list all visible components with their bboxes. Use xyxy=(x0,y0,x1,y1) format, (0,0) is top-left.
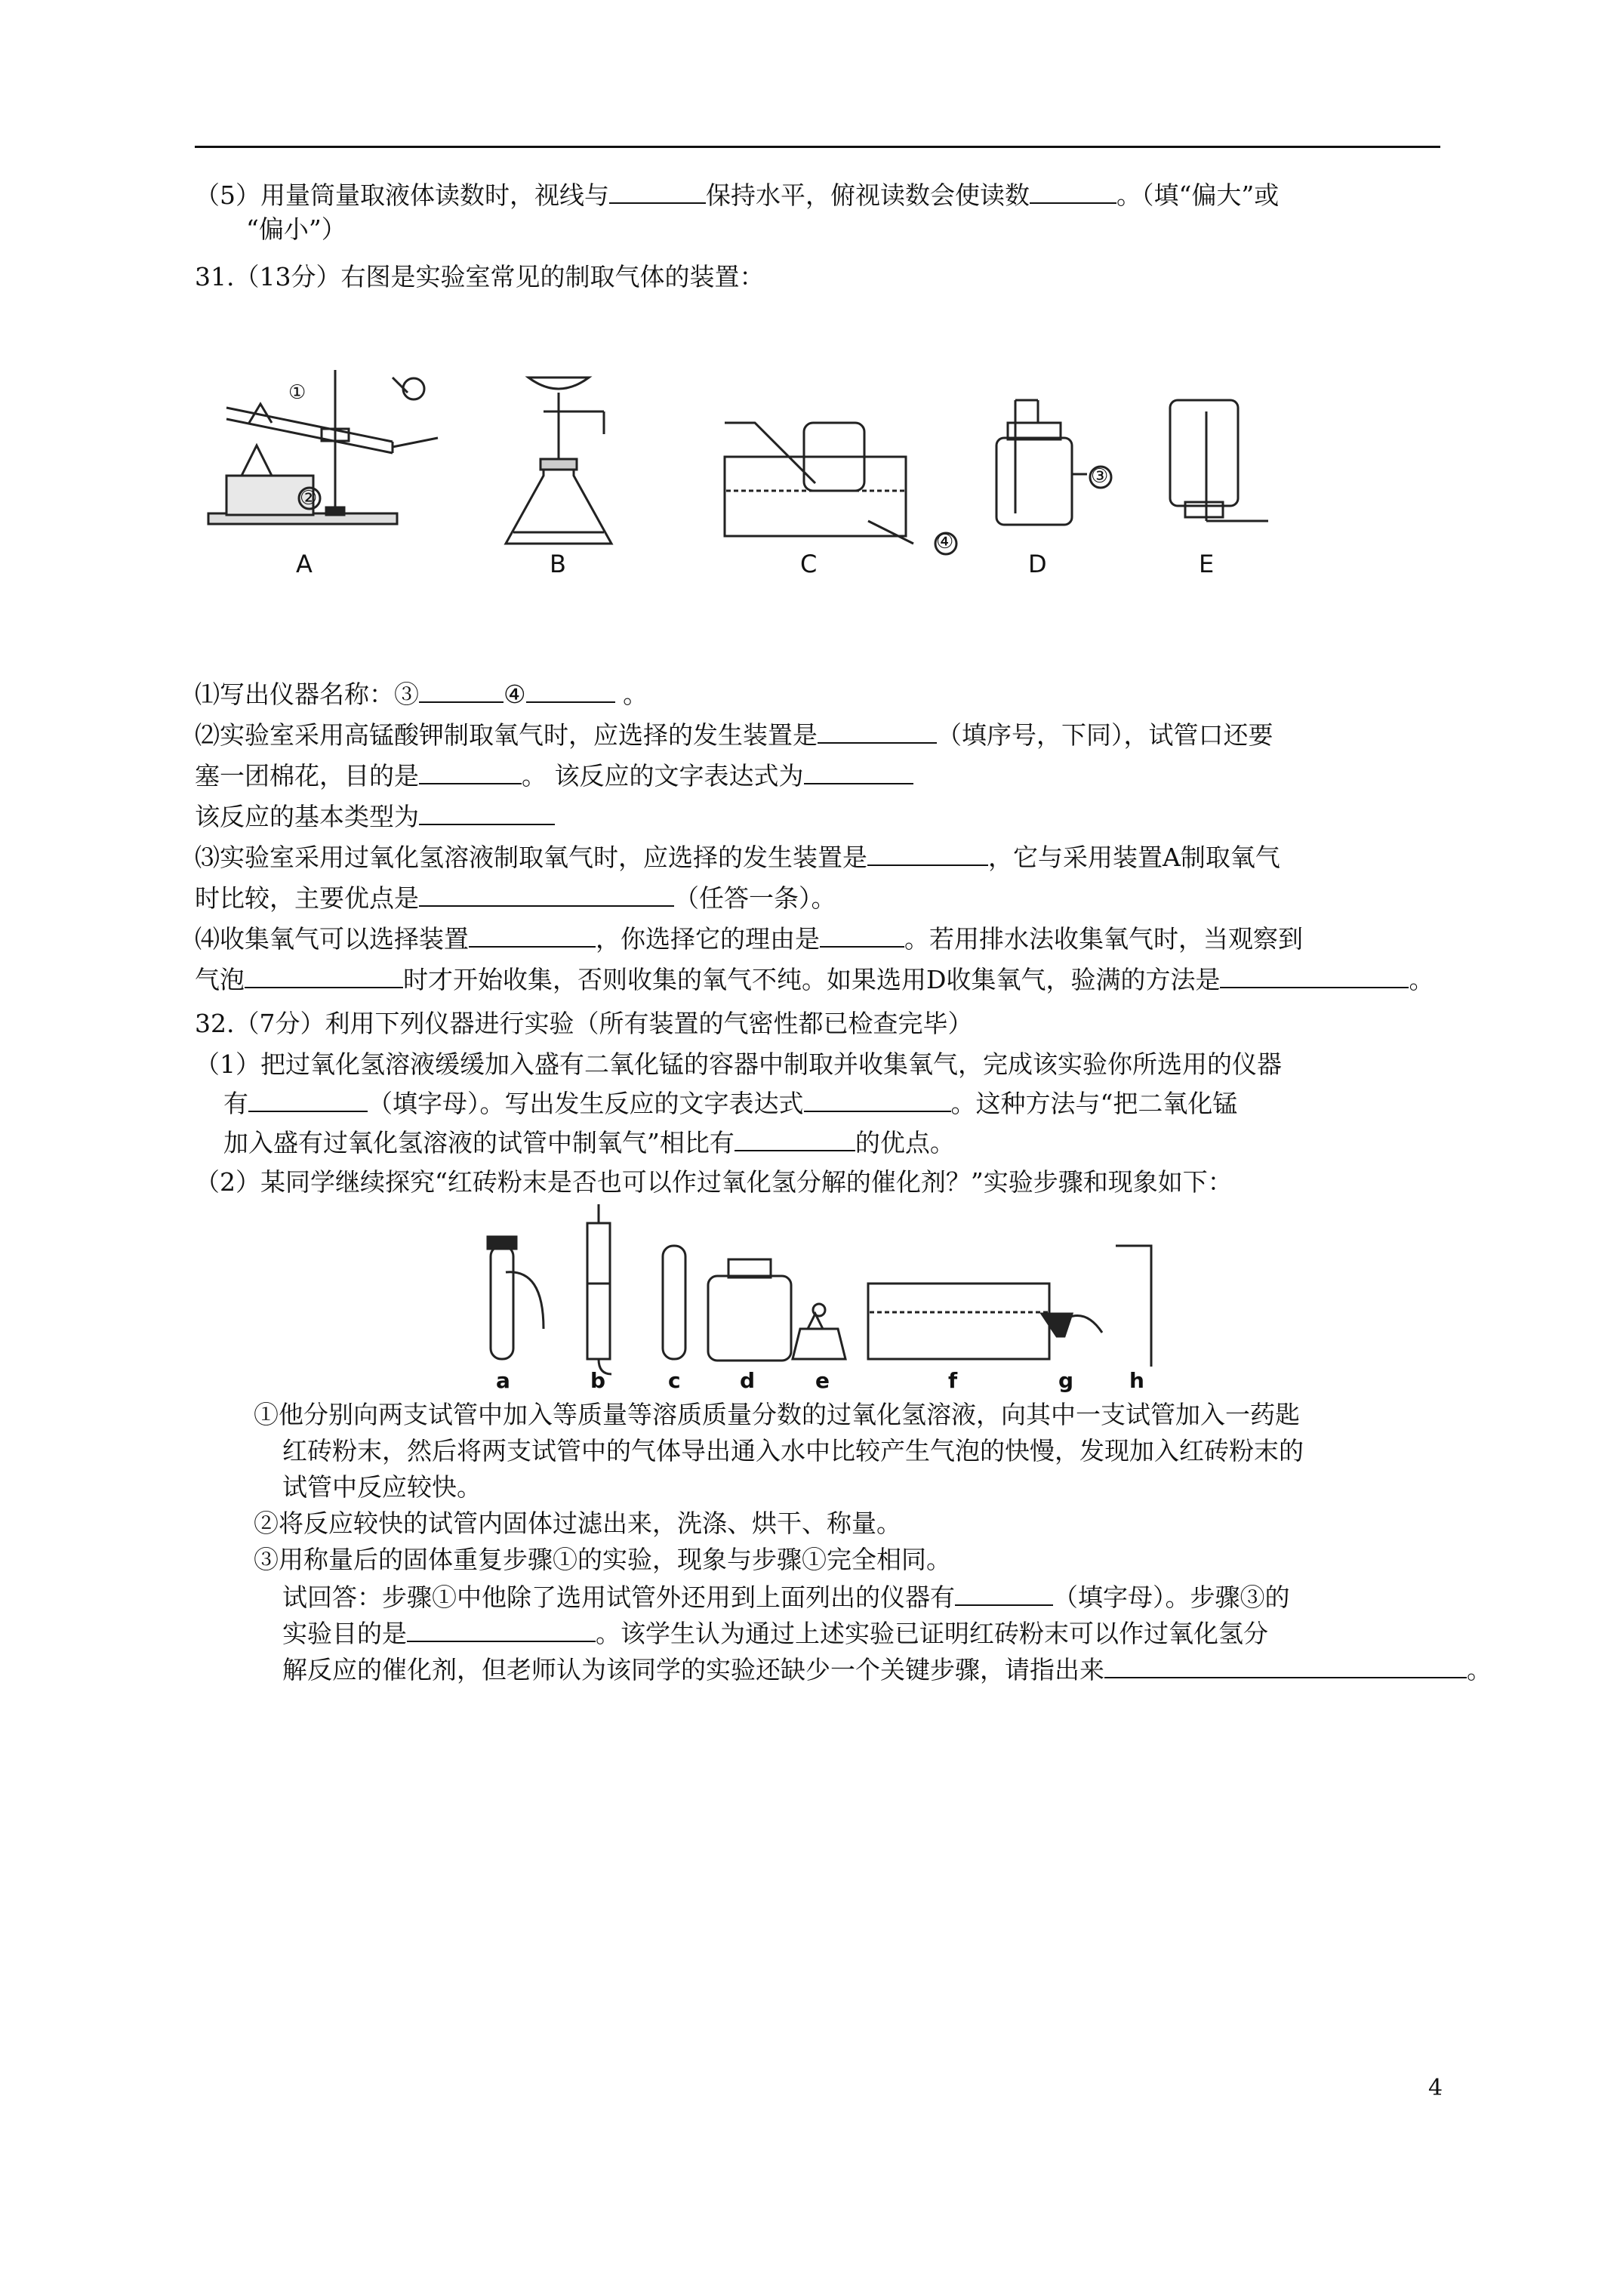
figure-label-c: C xyxy=(800,550,818,578)
instrument-b xyxy=(587,1204,611,1374)
figure-label-e: E xyxy=(1199,550,1215,578)
q32-p1-line2: 有 （填字母）。写出发生反应的文字表达式 。这种方法与“把二氧化锰 xyxy=(223,1089,1238,1118)
instrument-f xyxy=(868,1284,1049,1359)
answer-line3: 解反应的催化剂，但老师认为该同学的实验还缺少一个关键步骤，请指出来 。 xyxy=(282,1655,1492,1684)
q31-p2-line1: ⑵实验室采用高锰酸钾制取氧气时，应选择的发生装置是 （填序号，下同），试管口还要 xyxy=(195,720,1273,750)
figure-label-a: a xyxy=(496,1368,510,1393)
answer-blank[interactable] xyxy=(955,1582,1053,1606)
q31-title: 31.（13分）右图是实验室常见的制取气体的装置： xyxy=(195,262,765,291)
instrument-g xyxy=(1042,1314,1102,1336)
q31-p3-line1: ⑶实验室采用过氧化氢溶液制取氧气时，应选择的发生装置是 ，它与采用装置A制取氧气 xyxy=(195,843,1280,872)
figure-label-d: d xyxy=(740,1368,756,1393)
q31-p3-line2: 时比较，主要优点是 （任答一条）。 xyxy=(195,883,836,913)
callout-1: ① xyxy=(288,381,306,404)
figure-label-d: D xyxy=(1028,550,1047,578)
instrument-e xyxy=(793,1304,845,1359)
q32-p1-line3: 加入盛有过氧化氢溶液的试管中制氧气”相比有 的优点。 xyxy=(223,1128,955,1157)
q31-p1: ⑴写出仪器名称：③ ④ 。 xyxy=(195,680,648,709)
figure-label-b: B xyxy=(550,550,566,578)
q31-p2-line2: 塞一团棉花，目的是 。 该反应的文字表达式为 xyxy=(195,760,913,793)
answer-line2: 实验目的是 。该学生认为通过上述实验已证明红砖粉末可以作过氧化氢分 xyxy=(282,1619,1268,1648)
step-1-line3: 试管中反应较快。 xyxy=(282,1472,482,1502)
figure-label-a: A xyxy=(296,550,313,578)
figure-label-b: b xyxy=(590,1368,606,1393)
step-2: ②将反应较快的试管内固体过滤出来，洗涤、烘干、称量。 xyxy=(254,1509,901,1538)
answer-blank[interactable] xyxy=(1104,1654,1467,1678)
step-3: ③用称量后的固体重复步骤①的实验，现象与步骤①完全相同。 xyxy=(254,1545,951,1574)
step-1-line2: 红砖粉末，然后将两支试管中的气体导出通入水中比较产生气泡的快慢，发现加入红砖粉末的 xyxy=(282,1436,1304,1465)
q32-title: 32.（7分）利用下列仪器进行实验（所有装置的气密性都已检查完毕） xyxy=(195,1009,973,1038)
q30-5-line2: “偏小”） xyxy=(246,214,346,244)
figure-label-g: g xyxy=(1058,1368,1074,1393)
figure-label-c: c xyxy=(668,1368,681,1393)
instrument-a xyxy=(488,1237,544,1359)
q32-p1-line1: （1）把过氧化氢溶液缓缓加入盛有二氧化锰的容器中制取并收集氧气，完成该实验你所选用的仪器 xyxy=(195,1049,1282,1079)
q32-p2: （2）某同学继续探究“红砖粉末是否也可以作过氧化氢分解的催化剂？”实验步骤和现象如下： xyxy=(195,1167,1233,1197)
q31-p4-line2: 气泡 时才开始收集，否则收集的氧气不纯。如果选用D收集氧气，验满的方法是 。 xyxy=(195,965,1434,994)
figure-label-e: e xyxy=(815,1368,830,1393)
answer-blank[interactable] xyxy=(407,1618,596,1642)
callout-4: ④ xyxy=(936,531,954,553)
step-1-line1: ①他分别向两支试管中加入等质量等溶质质量分数的过氧化氢溶液，向其中一支试管加入一药匙 xyxy=(254,1400,1300,1429)
q31-p2-line3: 该反应的基本类型为 xyxy=(195,800,555,834)
figure-label-f: f xyxy=(948,1368,958,1393)
page-number: 4 xyxy=(1428,2075,1443,2101)
instrument-h xyxy=(1116,1246,1151,1367)
answer-line1: 试回答：步骤①中他除了选用试管外还用到上面列出的仪器有 （填字母）。步骤③的 xyxy=(282,1583,1290,1612)
q30-5-line1: （5）用量筒量取液体读数时，视线与 保持水平，俯视读数会使读数 。（填“偏大”或 xyxy=(195,180,1280,210)
q31-p4-line1: ⑷收集氧气可以选择装置 ，你选择它的理由是 。若用排水法收集氧气时，当观察到 xyxy=(195,924,1303,954)
figure-label-h: h xyxy=(1129,1368,1144,1393)
callout-2: ② xyxy=(300,487,318,510)
callout-3: ③ xyxy=(1091,465,1109,488)
instrument-c xyxy=(663,1246,685,1359)
instrument-d xyxy=(708,1259,791,1361)
